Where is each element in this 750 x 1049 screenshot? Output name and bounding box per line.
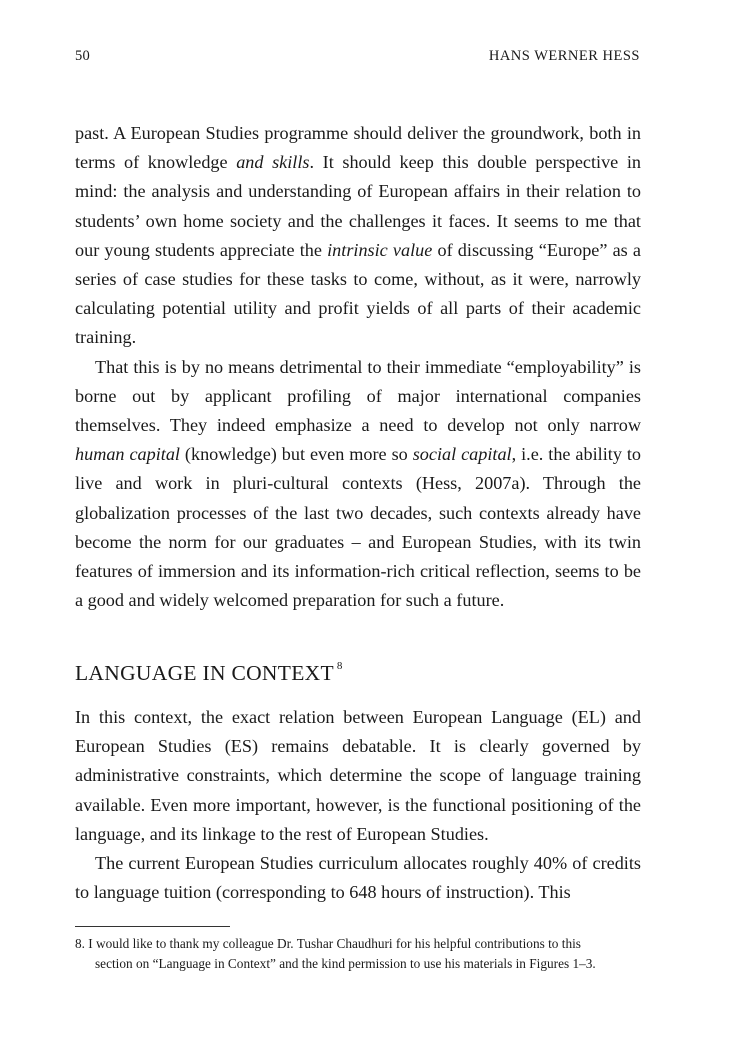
page-number: 50	[75, 48, 90, 64]
text-segment: The current European Studies curriculum allocates roughly 40% of credits to language tuition (corresponding to 648 hours of instruction). This	[75, 853, 641, 903]
italic-text-segment: social capital	[412, 444, 512, 465]
text-segment: (knowledge) but even more so	[179, 444, 413, 465]
text-segment: That this is by no means detrimental to their immediate “employability” is borne out by applicant profiling of major international companies themselves. They indeed emphasize a need to develop not only narrow	[75, 356, 641, 436]
footnote-line: section on “Language in Context” and the kind permission to use his materials in Figures 1–3.	[95, 956, 596, 971]
footnote-reference[interactable]: 8	[336, 660, 343, 672]
text-segment: past. A European Studies programme should deliver the groundwork, both in terms of knowledge	[75, 123, 641, 173]
paragraph	[75, 353, 641, 616]
text-segment: . It should keep this double perspective in mind: the analysis and understanding of European affairs in their relation to students’ own home society and the challenges it faces. It seems to me that our young students appreciate the	[75, 152, 642, 260]
footnote	[75, 934, 641, 974]
footnote-line: 8. I would like to thank my colleague Dr. Tushar Chaudhuri for his helpful contributions to this	[75, 936, 581, 951]
page-header	[75, 48, 640, 65]
text-segment: of discussing “Europe” as a series of case studies for these tasks to come, without, as it were, narrowly calculating potential utility and profit yields of all parts of their academic training.	[75, 239, 641, 348]
paragraph	[75, 119, 641, 353]
italic-text-segment: and skills	[236, 152, 310, 173]
italic-text-segment: intrinsic value	[327, 239, 433, 260]
text-segment: , i.e. the ability to live and work in pluri-cultural contexts (Hess, 2007a). Through the globalization processes of the last two decades, such contexts already have become the norm for our graduates – and European Studies, with its twin features of immersion and its information-rich critical reflection, seems to be a good and widely welcomed preparation for such a future.	[75, 444, 642, 611]
paragraph	[75, 849, 641, 907]
body-text-block-2	[75, 703, 641, 907]
paragraph	[75, 703, 641, 849]
footnote-divider	[75, 926, 230, 927]
running-head: HANS WERNER HESS	[488, 48, 640, 64]
text-segment: In this context, the exact relation between European Language (EL) and European Studies (ES) remains debatable. It is clearly governed by administrative constraints, which determine the scope of language training available. Even more important, however, is the functional positioning of the language, and its linkage to the rest of European Studies.	[75, 707, 641, 844]
section-heading	[75, 660, 343, 686]
body-text-block-1	[75, 119, 641, 615]
section-heading-text: LANGUAGE IN CONTEXT	[75, 661, 334, 685]
italic-text-segment: human capital	[75, 444, 180, 465]
